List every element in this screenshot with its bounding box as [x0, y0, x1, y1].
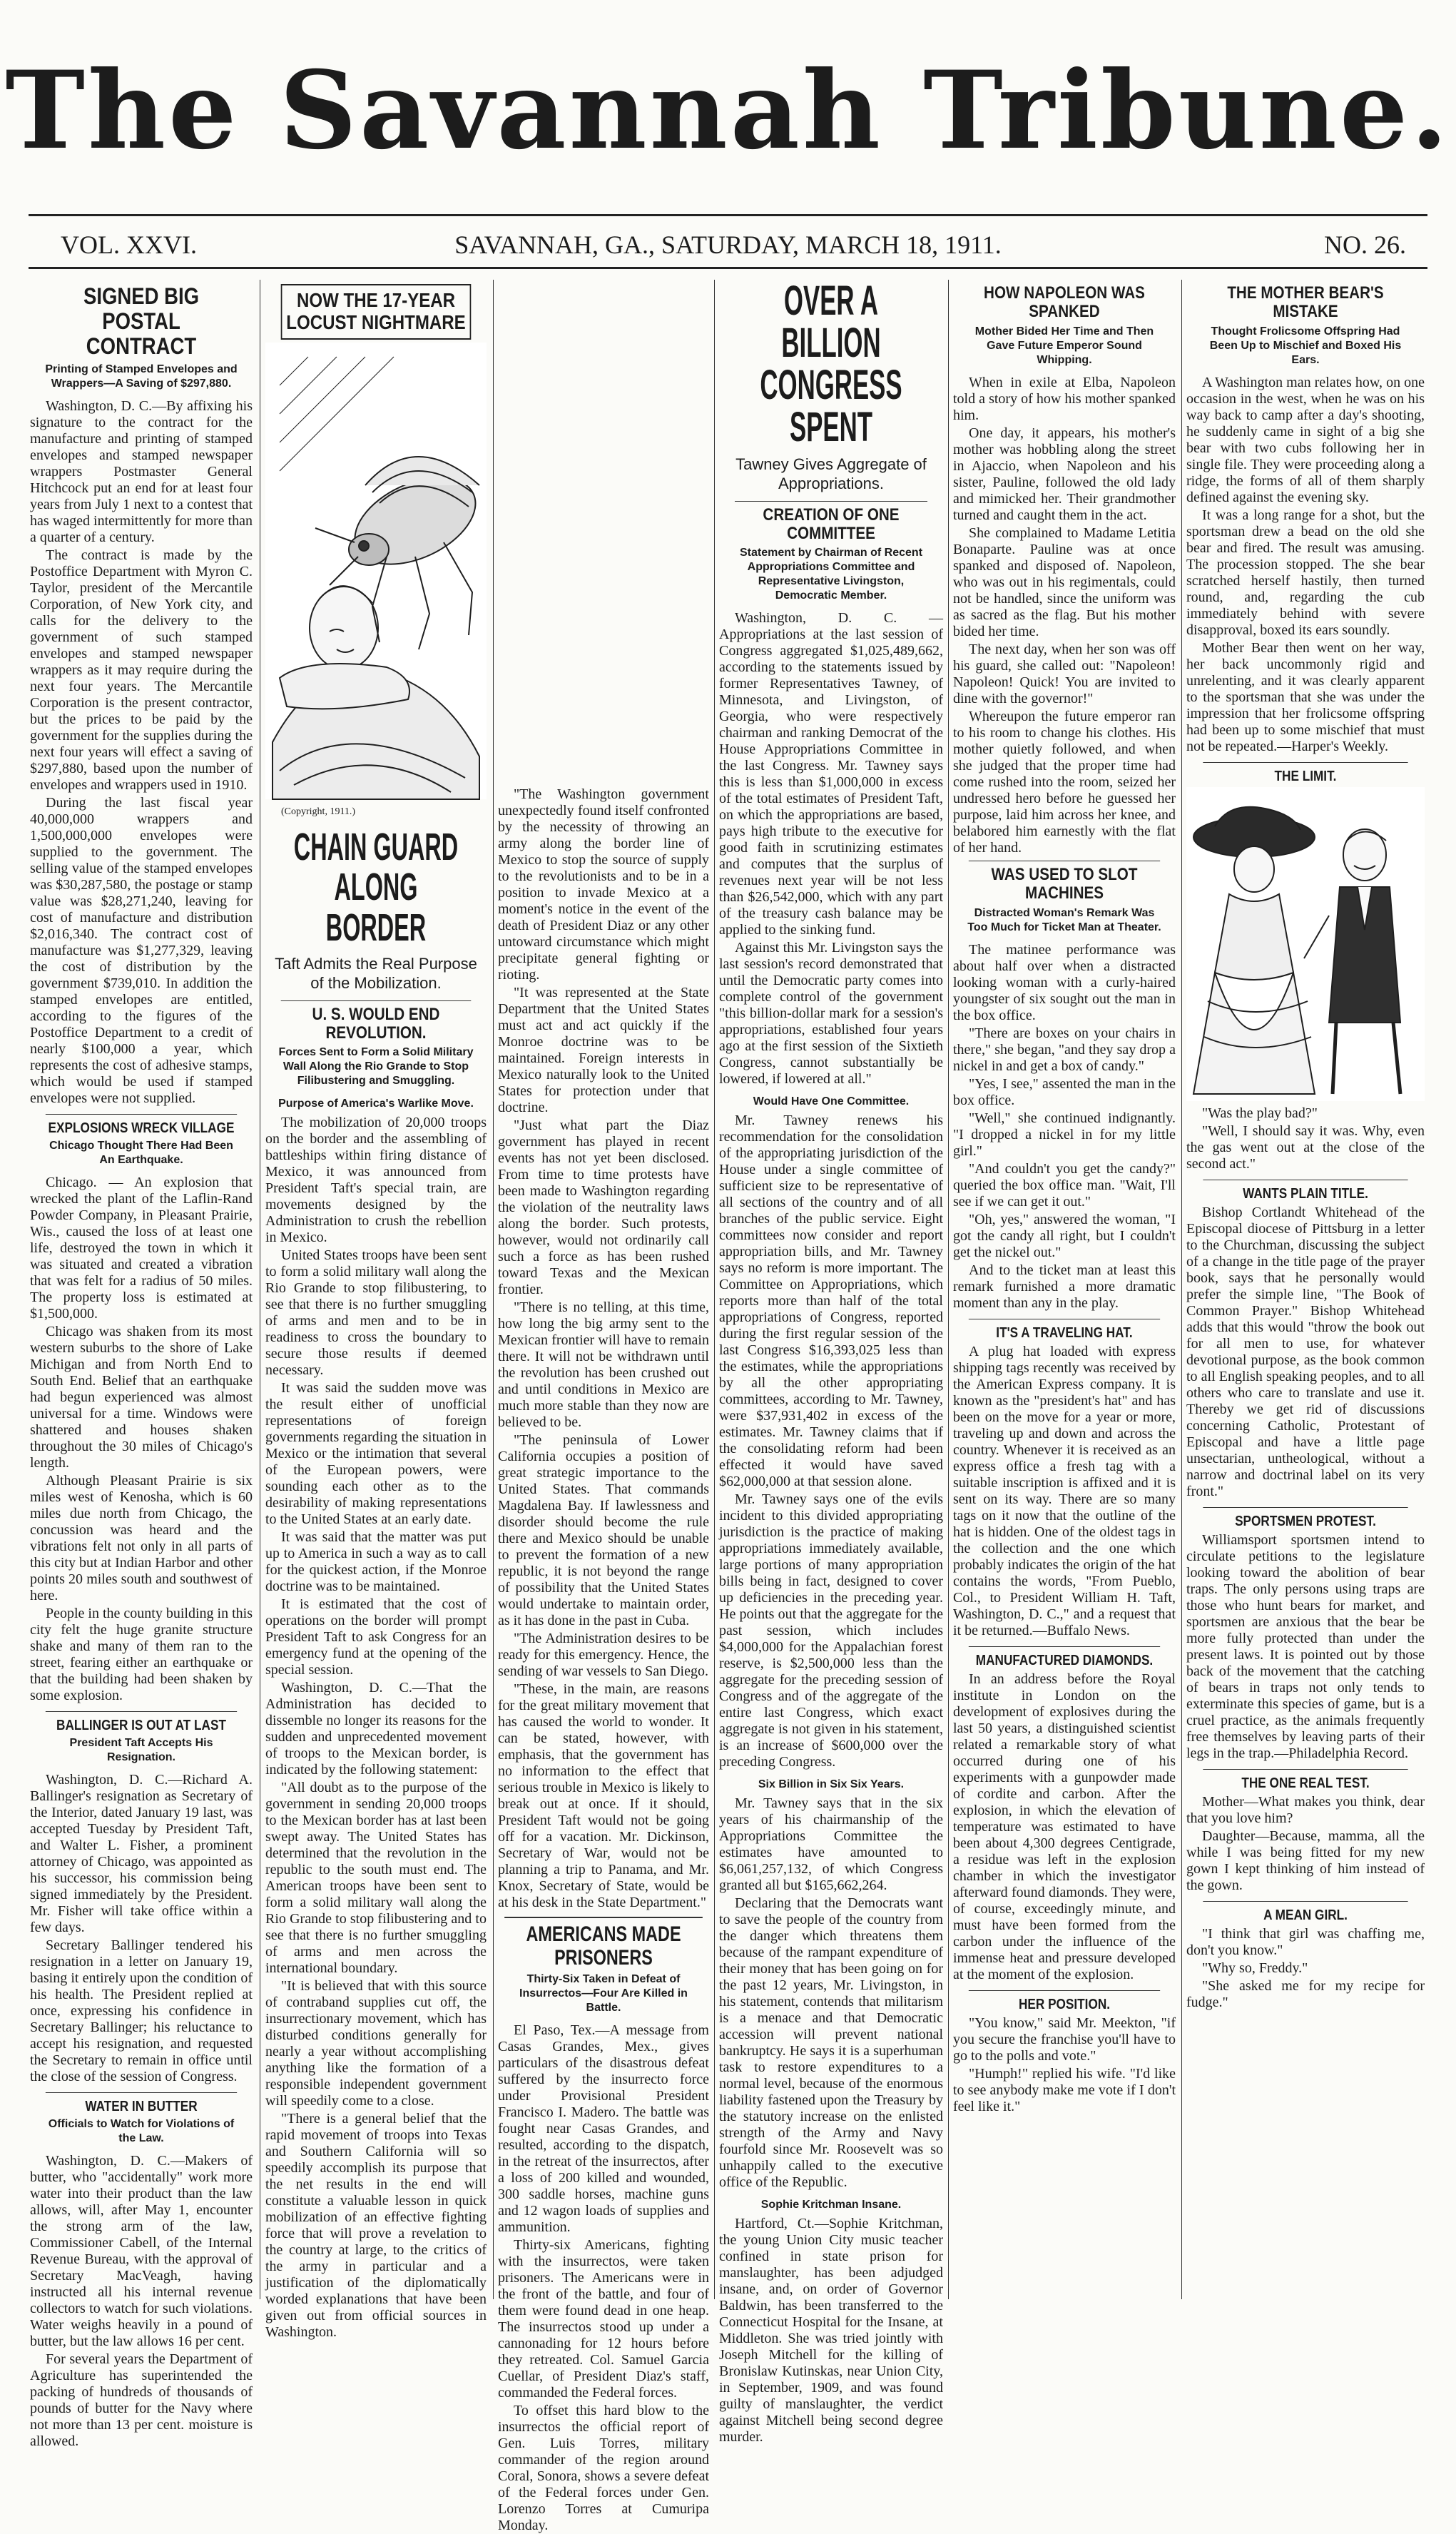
subhead-water-butter: Officials to Watch for Violations of the Law. [48, 2117, 235, 2144]
article-paragraph: Mother—What makes you think, dear that you love him? [1186, 1793, 1425, 1826]
article-paragraph: "I think that girl was chaffing me, don't you know." [1186, 1925, 1425, 1958]
article-paragraph: Mr. Tawney renews his recommendation for the consolidation of the appropriating jurisdiction of the House under a single committee of sufficient size to be representative of all sections of the country and of all branches of the public service. Eight committees now consider and report appropriation bills, and Mr. Tawney says no reform is more important. The Committee on Appropriations, which reports more than half of the total appropriations of Congress, reported during the first regular session of the last Congress $16,393,025 less than the estimates, while the appropriations by all the other appropriating committees, according to Mr. Tawney, were $37,931,402 in excess of the estimates. Mr. Tawney claims that if the consolidating reform had been effected it would have saved $62,000,000 at that session alone. [719, 1113, 943, 1490]
article-paragraph: It is estimated that the cost of operations on the border will prompt President Taft to ask Congress for an emergency fund at the opening of the special session. [265, 1596, 487, 1678]
article-paragraph: The matinee performance was about half over when a distracted looking woman with a curly-haired youngster of six sought out the man in the box office. [953, 941, 1176, 1023]
article-paragraph: "There are boxes on your chairs in there," she began, "and they say drop a nickel in and get a box of candy." [953, 1025, 1176, 1074]
article-paragraph: The mobilization of 20,000 troops on the border and the assembling of battleships within firing distance of Mexico, it was announced from President Taft's special train, are movements designed by the Administration to crush the rebellion in Mexico. [265, 1115, 487, 1246]
article-paragraph: When in exile at Elba, Napoleon told a story of how his mother spanked him. [953, 374, 1176, 423]
article-paragraph: Washington, D. C.—Richard A. Ballinger's resignation as Secretary of the Interior, dated January 19 last, was accepted Tuesday by President Taft, and Walter L. Fisher, a prominent attorney of Chicago, was appointed as his successor, his commission being signed immediately by the President. Mr. Fisher will take office within a few days. [30, 1771, 253, 1935]
article-paragraph: People in the county building in this city felt the huge granite structure shake and many of them ran to the street, fearing either an earthquake or that the building had been shaken by some explosion. [30, 1605, 253, 1703]
headline-americans-prisoners: AMERICANS MADE PRISONERS [504, 1917, 703, 1970]
article-paragraph: For several years the Department of Agriculture has superintended the packing of hundreds of thousands of pounds of butter for the Navy where not more than 13 per cent. moisture is allowed. [30, 2351, 253, 2449]
masthead-rule-top [29, 214, 1427, 216]
headline-water-butter: WATER IN BUTTER [46, 2092, 237, 2114]
subhead-postal-contract: Printing of Stamped Envelopes and Wrappers—A Saving of $297,880. [45, 363, 238, 390]
article-paragraph: Hartford, Ct.—Sophie Kritchman, the young Union City music teacher confined in state prison for manslaughter, has been adjudged insane, and, on order of Governor Baldwin, has been transferred to the Connecticut Hospital for the Insane, at Middleton. She was tried jointly with Joseph Mitchell for the killing of Bronislaw Kutinskas, near Union City, in September, 1909, and was found guilty of manslaughter, the verdict against Mitchell being second degree murder. [719, 2216, 943, 2446]
article-paragraph: "Humph!" replied his wife. "I'd like to see anybody make me vote if I don't feel like it." [953, 2065, 1176, 2114]
article-paragraph: It was said that the matter was put up to America in such a way as to call for the quickest action, if the Monroe doctrine was to be maintained. [265, 1529, 487, 1595]
article-paragraph: Chicago was shaken from its most western suburbs to the shore of Lake Michigan and from North End to South End. Belief that an earthquake had begun experienced was almost universal for a time. Windows were shattered and houses shaken throughout the 30 miles of Chicago's length. [30, 1323, 253, 1471]
article-paragraph: Whereupon the future emperor ran to his room to change his clothes. His mother quietly followed, and when she judged that the proper time had come rushed into the room, seized her undressed hero before he guessed her purpose, laid him across her knee, and belabored him earnestly with the flat of her hand. [953, 708, 1176, 856]
crosshead-purpose: Purpose of America's Warlike Move. [278, 1098, 474, 1110]
article-paragraph: Bishop Cortlandt Whitehead of the Episcopal diocese of Pittsburg in a letter to the Churchman, discussing the subject of a change in the title page of the prayer book, says that he personally would prefer the simple line, "The Book of Common Prayer." Bishop Whitehead adds that this would "throw the book out for all men to use, for whatever devotional purpose, as the book common to all English speaking peoples, and to all others who care to translate and use it. Thereby we get rid of discussions concerning Catholic, Protestant of Episcopal and have a little page unsectarian, untheological, without a narrow and doctrinal label on its very front." [1186, 1204, 1425, 1499]
headline-kritchman: Sophie Kritchman Insane. [760, 2199, 902, 2211]
column-rule [714, 280, 715, 2299]
article-paragraph: It was said the sudden move was the result either of unofficial representations of foreign governments regarding the situation in Mexico or the intimation that several of the European powers, were sounding each other as to the desirability of making representations to the United States at an early date. [265, 1380, 487, 1528]
article-paragraph: It was a long range for a shot, but the sportsman drew a bead on the old she bear and fired. The result was amusing. The procession stopped. The she bear scratched herself hastily, then turned round, and, regarding the cub immediately behind with severe disapproval, boxed its ears soundly. [1186, 507, 1425, 638]
headline-one-real-test: THE ONE REAL TEST. [1203, 1769, 1407, 1791]
article-paragraph: Williamsport sportsmen intend to circulate petitions to the legislature looking toward the abolition of bear traps. The only persons using traps are those who hunt bears for market, and sportsmen are anxious that the bear be more fully protected than under the present laws. It is pointed out by those back of the movement that the catching of bears in traps not only tends to exterminate this species of game, but is a cruel practice, as the animals frequently free themselves by leaving parts of their legs in the trap.—Philadelphia Record. [1186, 1531, 1425, 1761]
headline-chain-guard: CHAIN GUARD ALONG BORDER [293, 825, 459, 949]
article-paragraph: "The peninsula of Lower California occupies a position of great strategic importance to the United States. That commands Magdalena Bay. If lawlessness and disorder should become the rule there and Mexico should be unable to prevent the formation of a new republic, it is not beyond the range of possibility that the United States would undertake to maintain order, as it has done in the past in Cuba. [498, 1432, 709, 1628]
subhead-slot-machines: Distracted Woman's Remark Was Too Much for Ticket Man at Theater. [967, 906, 1161, 933]
headline-traveling-hat: IT'S A TRAVELING HAT. [969, 1319, 1160, 1341]
article-paragraph: "Oh, yes," answered the woman, "I got the candy all right, but I couldn't get the nickel out." [953, 1211, 1176, 1260]
article-paragraph: "It is believed that with this source of contraband supplies cut off, the insurrectionary movement, which has disturbed conditions generally for nearly a year without accomplishing anything like the formation of a responsible independent government will speedily come to a close. [265, 1978, 487, 2109]
article-paragraph: United States troops have been sent to form a solid military wall along the Rio Grande to stop filibustering, to see that there is no further smuggling of arms and men and to be in readiness to cross the boundary to secure those results if deemed necessary. [265, 1247, 487, 1379]
headline-mean-girl: A MEAN GIRL. [1203, 1901, 1407, 1923]
headline-billion-congress: OVER A BILLION CONGRESS SPENT [760, 278, 902, 451]
article-paragraph: "Yes, I see," assented the man in the box office. [953, 1075, 1176, 1108]
article-paragraph: "There is no telling, at this time, how long the big army sent to the Mexican frontier will have to remain there. It will not be withdrawn until the revolution has been crushed out and until conditions in Mexico are much more stable than they now are believed to be. [498, 1299, 709, 1430]
article-paragraph: Mother Bear then went on her way, her back uncommonly rigid and unrelenting, and it was clearly apparent to the sportsman that she was under the impression that her frolicsome offspring had been up to some mischief that must not be repeated.—Harper's Weekly. [1186, 639, 1425, 754]
headline-her-position: HER POSITION. [969, 1990, 1160, 2012]
article-paragraph: "There is a general belief that the rapid movement of troops into Texas and Southern California will so speedily accomplish its purpose that the net results in the end will constitute a valuable lesson in quick mobilization of an effective fighting force that will prove a revelation to the country at large, to the critics of the army in particular and a justification of the diplomatically worded explanations that have been given out from official sources in Washington. [265, 2111, 487, 2341]
volume-number: VOL. XXVI. [61, 230, 197, 259]
article-paragraph: "You know," said Mr. Meekton, "if you secure the franchise you'll have to go to the polls and vote." [953, 2014, 1176, 2064]
article-paragraph: "The Administration desires to be ready for this emergency. Hence, the sending of war vessels to San Diego. [498, 1631, 709, 1679]
column-2 [265, 280, 487, 2341]
headline-sportsmen-protest: SPORTSMEN PROTEST. [1203, 1507, 1407, 1529]
column-rule [948, 280, 949, 2299]
article-paragraph: "The Washington government unexpectedly found itself confronted by the necessity of throwing an army along the border line of Mexico to stop the source of supply to the revolutionists and to be in a position to invade Mexico at a moment's notice in the event of the death of President Diaz or any other untoward circumstance which might precipitate general fighting or rioting. [498, 786, 709, 983]
article-paragraph: To offset this hard blow to the insurrectos the official report of Gen. Luis Torres, military commander of the region around Coral, Sonora, shows a severe defeat of the Federal forces under Gen. Lorenzo Torres at Cumuripa Monday. [498, 2403, 709, 2533]
article-paragraph: A Washington man relates how, on one occasion in the west, when he was on his way back to camp after a day's shooting, he suddenly came in sight of a big she bear with two cubs following her in single file. They were proceeding along a ridge, the forms of all of them sharply defined against the evening sky. [1186, 374, 1425, 505]
headline-the-limit: THE LIMIT. [1203, 762, 1407, 784]
article-paragraph: "It was represented at the State Department that the United States must act and act quickly if the Monroe doctrine was to be maintained. Foreign interests in Mexico naturally look to the United States for protection under that doctrine. [498, 985, 709, 1115]
subhead-end-revolution: U. S. WOULD END REVOLUTION. [281, 1000, 472, 1043]
article-paragraph: Mr. Tawney says that in the six years of his chairmanship of the Appropriations Committee the estimates have amounted to $6,061,257,132, of which Congress granted all but $165,662,264. [719, 1795, 943, 1894]
article-paragraph: "Well," she continued indignantly. "I dropped a nickel in for my little girl." [953, 1110, 1176, 1159]
subhead-ballinger: President Taft Accepts His Resignation. [69, 1736, 213, 1763]
article-paragraph: The contract is made by the Postoffice Department with Myron C. Taylor, president of the Mercantile Corporation, of New York city, and calls for the delivery to the government of such stamped envelopes and stamped newspaper wrappers as it may require during the next four years. The Mercantile Corporation is the present contractor, but the prices to be paid by the government for the supplies during the next four years will effect a saving of $297,880, based upon the number of envelopes and wrappers used in 1910. [30, 547, 253, 793]
article-paragraph: Washington, D. C.—That the Administration has decided to dissemble no longer its reasons for the sudden and unprecedented movement of troops to the Mexican border, is indicated by the following statement: [265, 1680, 487, 1778]
masthead-title: The Savannah Tribune. [5, 48, 1451, 173]
article-paragraph: "She asked me for my recipe for fudge." [1186, 1977, 1425, 2010]
headline-napoleon: HOW NAPOLEON WAS SPANKED [984, 283, 1145, 322]
article-paragraph: During the last fiscal year 40,000,000 wrappers and 1,500,000,000 envelopes were supplied to the government. The selling value of the stamped envelopes was $30,287,580, the postage or stamp value was $28,271,240, leaving for cost of manufacture and distribution $2,016,340. The contract cost of manufacture was $1,277,329, leaving the cost of distribution by the government $739,010. In addition the stamped envelopes are entitled, according to the figures of the Postoffice Department to a credit of nearly $100,000 a year, which represents the cost of adhesive stamps, which would be used if stamped envelopes were not supplied. [30, 794, 253, 1106]
article-paragraph: She complained to Madame Letitia Bonaparte. Pauline was at once spanked and disposed of. Napoleon, who was out in his regimentals, could not be handled, since the uniform was as sacred as the flag. But his mother bided her time. [953, 524, 1176, 639]
subhead-mother-bear: Thought Frolicsome Offspring Had Been Up to Mischief and Boxed His Ears. [1209, 325, 1402, 366]
headline-plain-title: WANTS PLAIN TITLE. [1203, 1180, 1407, 1202]
headline-diamonds: MANUFACTURED DIAMONDS. [969, 1646, 1160, 1668]
article-paragraph: Declaring that the Democrats want to save the people of the country from the danger which threatens them because of the rampant expenditure of their money that has been going on for the past 12 years, Mr. Livingston, in his statement, contends that militarism is a menace and that Democratic accession will prevent national bankruptcy. He says it is a superhuman task to restore expenditures to a normal level, because of the enormous liability fastened upon the Treasury by the statutory increase on the enlisted strength of the Army and Navy fourfold since Mr. Roosevelt was so unhappily called to the executive office of the Republic. [719, 1895, 943, 2191]
article-paragraph: Thirty-six Americans, fighting with the insurrectos, were taken prisoners. The Americans were in the front of the battle, and four of them were found dead in one heap. The insurrectos stood up under a cannonading for 12 hours before they retreated. Col. Samuel Garcia Cuellar, of President Diaz's staff, commanded the Federal forces. [498, 2237, 709, 2401]
article-paragraph: Daughter—Because, mamma, all the while I was being fitted for my new gown I kept thinking of him instead of the gown. [1186, 1828, 1425, 1893]
headline-mother-bear: THE MOTHER BEAR'S MISTAKE [1227, 283, 1384, 322]
column-3 [498, 786, 709, 2533]
article-paragraph: El Paso, Tex.—A message from Casas Grandes, Mex., gives particulars of the disastrous defeat suffered by the insurrecto force under Provisional President Francisco I. Madero. The battle was fought near Casas Grandes, and resulted, according to the dispatch, in the retreat of the insurrectos, after a loss of 200 killed and wounded, 300 saddle horses, machine guns and 12 wagon loads of supplies and ammunition. [498, 2022, 709, 2235]
article-paragraph: Mr. Tawney says one of the evils incident to this divided appropriating jurisdiction is the practice of making appropriations immediately available, large portions of many appropriation bills being in fact, designed to cover up deficiencies in the preceding year. He points out that the aggregate for the past session, which includes $4,000,000 for the Appalachian forest reserve, is $2,500,000 less than the aggregate for the preceding session of Congress and of the aggregate of the entire last Congress, which exact aggregate is not given in his statement, is an increase of $600,000 over the preceding Congress. [719, 1491, 943, 1770]
column-rule [1181, 280, 1182, 2299]
article-paragraph: Chicago. — An explosion that wrecked the plant of the Laflin-Rand Powder Company, in Pleasant Prairie, Wis., caused the loss of at least one life, destroyed the town in which it was situated and created a vibration that was felt for a radius of 50 miles. The property loss is estimated at $1,500,000. [30, 1174, 253, 1322]
masthead-rule-bottom [29, 267, 1427, 269]
column-6 [1186, 280, 1425, 2299]
article-paragraph: "Just what part the Diaz government has played in recent events has not yet been disclosed. From time to time protests have been made to Washington regarding the violation of the neutrality laws along the border. Such protests, however, would not ordinarily call such a force as has been rushed toward Texas and the Mexican frontier. [498, 1118, 709, 1297]
headline-ballinger: BALLINGER IS OUT AT LAST [46, 1711, 237, 1733]
subhead-americans-prisoners: Thirty-Six Taken in Defeat of Insurrectos—Four Are Killed in Battle. [519, 1973, 688, 2014]
article-paragraph: Washington, D. C. — Appropriations at the last session of Congress aggregated $1,025,489,662, according to the statements issued by former Representatives Tawney, of Minnesota, and Livingston, of Georgia, who were respectively chairman and ranking Democrat of the House Appropriations Committee in the last Congress. Mr. Tawney says this is less than $1,000,000 in excess of the total estimates of President Taft, on which the appropriations are based, pays high tribute to the executive for good faith in scrutinizing estimates and computes that the surplus of revenues next year will be not less than $26,542,000, which with any part of the treasury cash balance may be applied to the sinking fund. [719, 610, 943, 938]
crosshead-one-committee: Would Have One Committee. [753, 1095, 910, 1108]
issue-number: NO. 26. [1324, 230, 1406, 259]
article-paragraph: Washington, D. C.—Makers of butter, who "accidentally" work more water into their product than the law allows, will, after May 1, encounter the strong arm of the law, Commissioner Cabell, of the Internal Revenue Bureau, with the approval of Secretary MacVeagh, having instructed all his internal revenue collectors to watch for such violations. Water weighs heavily in a pound of butter, but the law allows 16 per cent. [30, 2152, 253, 2349]
subhead-napoleon: Mother Bided Her Time and Then Gave Future Emperor Sound Whipping. [974, 325, 1154, 366]
headline-slot-machines: WAS USED TO SLOT MACHINES [969, 861, 1160, 903]
article-paragraph: Against this Mr. Livingston says the last session's record demonstrated that until the Democratic party comes into complete control of the government "this billion-dollar mark for a session's appropriations, established four years ago at the first session of the Sixtieth Congress, cannot substantially be lowered, if lowered at all." [719, 940, 943, 1088]
limit-cartoon-illustration [1186, 787, 1425, 1101]
article-paragraph: And to the ticket man at least this remark furnished a more dramatic moment than any in the play. [953, 1262, 1176, 1311]
column-rule [493, 280, 494, 2299]
subhead-tawney: Tawney Gives Aggregate of Appropriations. [735, 455, 927, 493]
article-paragraph: "Well, I should say it was. Why, even the gas went out at the close of the second act." [1186, 1122, 1425, 1172]
article-paragraph: The next day, when her son was off his guard, she called out: "Napoleon! Napoleon! Quick! You are invited to dine with the governor!" [953, 641, 1176, 706]
column-5 [953, 280, 1176, 2299]
article-paragraph: Although Pleasant Prairie is six miles west of Kenosha, which is 60 miles due north from Chicago, the concussion was heard and the vibrations felt not only in all parts of this city but at Indian Harbor and other points 20 miles south and southwest of here. [30, 1472, 253, 1603]
crosshead-six-billion: Six Billion in Six Six Years. [758, 1778, 905, 1791]
article-paragraph: One day, it appears, his mother's mother was hobbling along the street in Ajaccio, when Napoleon and his sister, Pauline, followed the old lady and mimicked her. Their grandmother turned and caught them in the act. [953, 425, 1176, 523]
article-paragraph: "Why so, Freddy." [1202, 1960, 1308, 1976]
column-1 [30, 280, 253, 2449]
subhead-statement: Statement by Chairman of Recent Appropriations Committee and Representative Livingston, Democratic Member. [739, 547, 923, 602]
headline-explosions: EXPLOSIONS WRECK VILLAGE [46, 1114, 237, 1136]
article-paragraph: Secretary Ballinger tendered his resignation in a letter on January 19, basing it entirely upon the condition of his health. The President replied at once, expressing his confidence in Secretary Ballinger; his reluctance to accept his resignation, and requested the Secretary to remain in office until the close of the session of Congress. [30, 1937, 253, 2084]
dateline-bar [29, 230, 1427, 261]
article-paragraph: A plug hat loaded with express shipping tags recently was received by the American Express company. It is known as the "president's hat" and has been on the move for a year or more, traveling up and down and across the country. Whenever it is received as an express office a fresh tag with a suitable inscription is affixed and it is sent on its way. There are so many tags on it now that the outline of the hat is hidden. One of the oldest tags in the collection and the one which probably indicates the origin of the hat contains the words, "From Pueblo, Col., to President William H. Taft, Washington, D. C.," and a request that it be returned.—Buffalo News. [953, 1343, 1176, 1638]
headline-locust-cartoon: NOW THE 17-YEAR LOCUST NIGHTMARE [281, 284, 472, 340]
locust-cartoon-illustration [265, 343, 487, 799]
headline-postal-contract: SIGNED BIG POSTAL CONTRACT [83, 283, 200, 360]
subhead-one-committee: CREATION OF ONE COMMITTEE [735, 501, 927, 544]
article-paragraph: "And couldn't you get the candy?" queried the box office man. "Wait, I'll see if we can get it out." [953, 1160, 1176, 1210]
article-paragraph: "These, in the main, are reasons for the great military movement that has caused the world to wonder. It can be stated, however, with emphasis, that the government has no information to the effect that serious trouble in Mexico is likely to break out at once. If it should, President Taft would not be going off for a vacation. Mr. Dickinson, Secretary of War, would not be planning a trip to Panama, and Mr. Knox, Secretary of State, would be at his desk in the State Department." [498, 1681, 709, 1910]
article-paragraph: "All doubt as to the purpose of the government in sending 20,000 troops to the Mexican border has at last been swept away. The United States has determined that the revolution in the republic to the south must end. The American troops have been sent to form a solid military wall along the Rio Grande to stop filibustering and to see that there is no further smuggling of arms and men across the international boundary. [265, 1780, 487, 1977]
column-4 [719, 278, 943, 2446]
subhead-chain-guard: Taft Admits the Real Purpose of the Mobilization. [275, 954, 477, 993]
dateline-city-date: SAVANNAH, GA., SATURDAY, MARCH 18, 1911. [454, 230, 1002, 259]
article-paragraph: In an address before the Royal institute in London on the development of explosives during the last 50 years, a distinguished scientist related a remarkable story of what occurred during one of his experiments with a gunpowder made of cordite and carbon. After the explosion, in which the elevation of temperature was estimated to have been about 4,300 degrees Centigrade, a residue was left in the explosion chamber in which the investigator afterward found diamonds. They were, of course, exceedingly minute, and must have been formed from the carbon under the influence of the immense heat and pressure developed at the moment of the explosion. [953, 1671, 1176, 1982]
article-paragraph: "Was the play bad?" [1202, 1105, 1318, 1121]
cartoon-copyright-credit: (Copyright, 1911.) [281, 806, 356, 817]
subhead-explosions: Chicago Thought There Had Been An Earthquake. [49, 1139, 233, 1166]
article-paragraph: Washington, D. C.—By affixing his signature to the contract for the manufacture and printing of stamped envelopes and stamped newspaper wrappers Postmaster General Hitchcock put an end for at least four years from July 1 next to a contest that has waged intermittently for more than a quarter of a century. [30, 397, 253, 545]
subhead-forces-sent: Forces Sent to Form a Solid Military Wall Along the Rio Grande to Stop Filibustering and Smuggling. [278, 1046, 474, 1088]
